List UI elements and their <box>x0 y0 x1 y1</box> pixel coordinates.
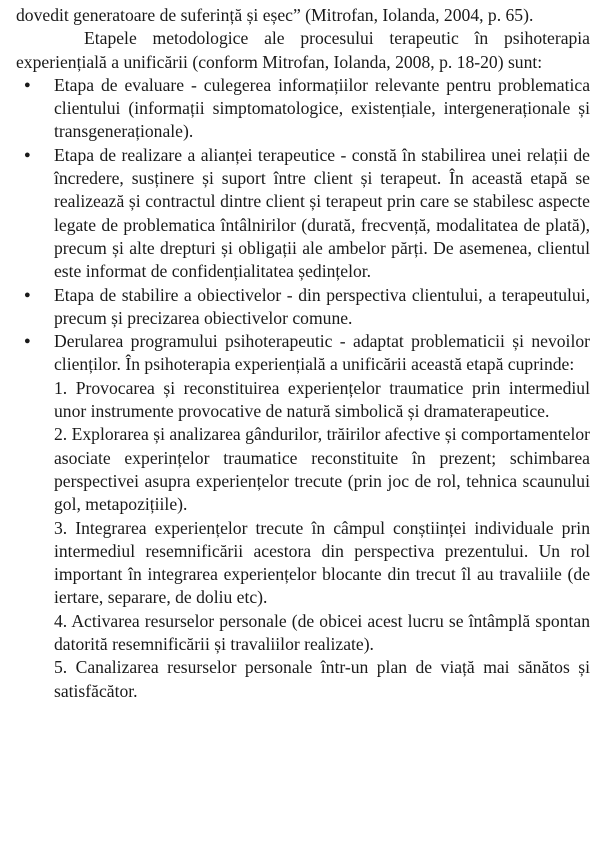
continuation-paragraph: dovedit generatoare de suferință și eșec” (Mitrofan, Iolanda, 2004, p. 65). <box>16 5 534 25</box>
program-step-5: 5. Canalizarea resurselor personale într-un plan de viață mai sănătos și satisfăcător. <box>54 657 590 701</box>
list-item-therapeutic-alliance-stage: ● Etapa de realizare a alianței terapeutice - constă în stabilirea unei relații de încredere, susținere și suport între client și terapeut. În această etapă se realizează și contractul dintre client și terapeut prin care se stabilesc aspecte legate de problematica întâlnirilor (durată, frecvență, modalitatea de plată), precum și alte drepturi și obligații ale ambelor părți. De asemenea, clientul este informat de confidențialitatea ședințelor. <box>16 144 590 284</box>
program-step-1: 1. Provocarea și reconstituirea experiențelor traumatice prin intermediul unor instrumente provocative de natură simbolică și dramaterapeutice. <box>54 377 590 422</box>
intro-paragraph: Etapele metodologice ale procesului terapeutic în psihoterapia experiențială a unificării (conform Mitrofan, Iolanda, 2008, p. 18-20) sunt: <box>16 28 590 72</box>
program-stage-text: ● Derularea programului psihoterapeutic - adaptat problematicii și nevoilor clienților. În psihoterapia experiențială a unificării această etapă cuprinde: <box>54 331 590 375</box>
list-item-objectives-stage: ● Etapa de stabilire a obiectivelor - din perspectiva clientului, a terapeutului, precum și precizarea obiectivelor comune. <box>16 284 590 331</box>
list-item-evaluation-stage: ● Etapa de evaluare - culegerea informațiilor relevante pentru problematica clientului (informații simptomatologice, existențiale, intergeneraționale și transgeneraționale). <box>16 74 590 144</box>
program-step-4: 4. Activarea resurselor personale (de obicei acest lucru se întâmplă spontan datorită resemnificării și travaliilor realizate). <box>54 610 590 655</box>
program-step-3: 3. Integrarea experiențelor trecute în câmpul conștiinței individuale prin intermediul resemnificării acestora din perspectiva prezentului. Un rol important în integrarea experiențelor blocante din trecut îl au travaliile (de iertare, separare, de doliu etc). <box>54 517 590 608</box>
methodology-stage-list <box>16 74 590 703</box>
list-item-program-stage <box>16 330 590 703</box>
program-steps <box>54 377 590 703</box>
program-step-2: 2. Explorarea și analizarea gândurilor, trăirilor afective și comportamentelor asociate experințelor traumatice reconstituite în prezent; schimbarea perspectivei asupra experiențelor trecute (prin joc de rol, tehnica scaunului gol, metapozițiile). <box>54 424 590 515</box>
